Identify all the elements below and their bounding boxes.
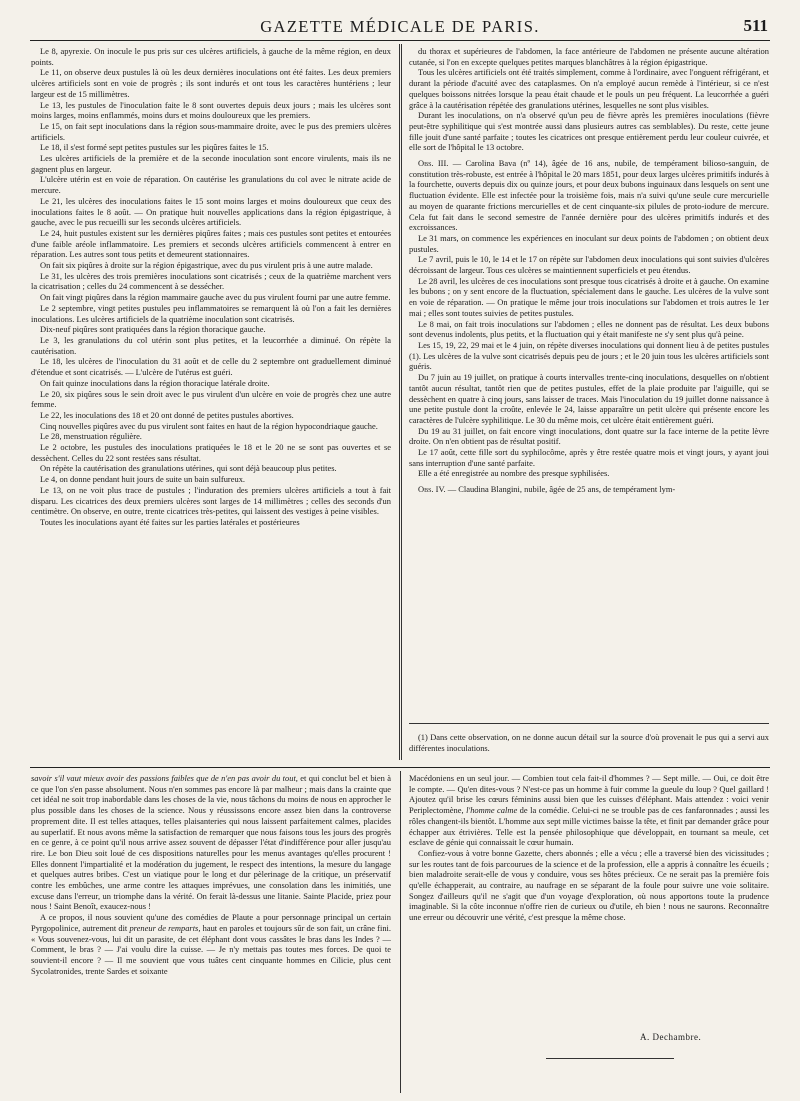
paragraph: Le 24, huit pustules existent sur les dernières piqûres faites ; mais ces pustules sont petites et entourées d'une faible aréole inflammatoire. Les premiers et seconds ulcères artificiels commencent à entrer en réparation. Les autres sont tous petits et demeurent stationnaires. <box>31 227 391 260</box>
footnote-text: (1) Dans cette observation, on ne donne aucun détail sur la source d'où provenait le pus qui a servi aux différentes inoculations. <box>409 733 769 753</box>
header-rule <box>30 40 770 41</box>
paragraph: Le 3, les granulations du col utérin sont plus petites, et la leucorrhée a diminué. On répète la cautérisation. <box>31 334 391 356</box>
paragraph: Le 28 avril, les ulcères de ces inoculations sont presque tous cicatrisés à droite et à gauche. On examine les bubons ; on y sent encore de la fluctuation, spécialement dans le gauche. Les ulcères de la vulve sont en voie de réparation. — On pratique le même jour trois inoculations sur l'abdomen et trois autres le 1er mai ; elles sont toutes suivies de petites pustules. <box>409 275 769 318</box>
paragraph: Le 17 août, cette fille sort du syphilocôme, après y être restée quatre mois et vingt jours, y ayant joui sans interruption d'une santé parfaite. <box>409 447 769 468</box>
text-span: et qui conclut bel et bien à ce que l'on s'en passe absolument. Nous n'en sommes pas encore là par malheur ; mais dans la crainte que cet idéal ne soit trop inabordable dans les choses de la vie, nous tâchons du moins de nous en approcher le plus possible dans les choses de la science. Nous y réussissons encore assez bien dans la controverse proprement dite. Il est telles attaques, telles plaisanteries qui nous laissent parfaitement calmes, placides au superlatif. Et nous avons même la satisfaction de remarquer que nous faisons tous les jours des progrès en ce genre, à ce point qu'il nous arrive assez souvent de dépasser l'état d'indifférence pour aller jusqu'au rire. Le bon Dieu soit loué de ces dispositions naturelles pour les menus avantages qu'elles procurent ! Elles donnent l'impartialité et la modération du jugement, le respect des intentions, la mesure du langage et quelques autres bribes. C'est un viatique pour le long et dur pèlerinage de la critique, un préservatif contre les embûches, une arme contre les attaques imprévues, une consolation dans les inimitiés, une excuse dans l'erreur, un triomphe dans la vérité. On ferait là-dessus une litanie. Sainte Placide, priez pour nous ! Saint Benoît, exaucez-nous ! <box>31 773 391 912</box>
paragraph: Le 7 avril, puis le 10, le 14 et le 17 on répète sur l'abdomen deux inoculations qui sont suivies d'ulcères décroissant de largeur. Tous ces ulcères se maintiennent superficiels et peu étendus. <box>409 254 769 276</box>
column-left-bottom <box>31 773 391 1093</box>
column-left-top <box>31 46 391 758</box>
paragraph: On fait six piqûres à droite sur la région épigastrique, avec du pus virulent pris à une autre malade. <box>40 260 373 271</box>
paragraph: Le 8, apyrexie. On inocule le pus pris sur ces ulcères artificiels, à gauche de la même région, en deux points. <box>31 46 391 67</box>
text-span: de la comédie. Celui-ci ne se trouble pas de ces fanfaronnades ; aussi les rôles changent-ils bientôt. L'homme aux sept mille victimes baisse la tête, et finit par demander grâce pour échapper aux étrivières. Telle est la pensée philosophique que développait, en tournant sa meule, cet esclave de génie qui connaissait le cœur humain. <box>409 805 769 848</box>
paragraph: Tous les ulcères artificiels ont été traités simplement, comme à l'ordinaire, avec l'onguent réfrigérant, et durant la période d'acuité avec des cataplasmes. On n'a employé aucun remède à l'intérieur, si ce n'est quelques boissons nitrées lorsque la peau était chaude et le pouls un peu fréquent. La leucorrhée a guéri grâce à la cautérisation répétée des granulations utérines, lesquelles ne sont plus visibles. <box>409 67 769 110</box>
paragraph: Le 8 mai, on fait trois inoculations sur l'abdomen ; elles ne donnent pas de résultat. Les deux bubons sont devenus indolents, plus petits, et la fluctuation qui y était manifeste ne s'y sent plus qu'à peine. <box>409 318 769 340</box>
paragraph: Du 7 juin au 19 juillet, on pratique à courts intervalles trente-cinq inoculations, desquelles on n'obtient tantôt aucun résultat, tantôt rien que de petites pustules, effet de la plaie produite par l'aiguille, qui se dessèchent en quatre à cinq jours, sans laisser de traces. Mais l'inoculation du 19 juillet donne naissance à une petite pustule dont la croûte, enlevée le 24, laisse apparaître un petit ulcère qui présente encore les caractères de l'ulcère syphilitique. Le 30 du même mois, cet ulcère était entièrement guéri. <box>409 372 769 425</box>
paragraph: Le 18, les ulcères de l'inoculation du 31 août et de celle du 2 septembre ont graduellement diminué d'étendue et sont cicatrisés. — L'ulcère de l'utérus est guéri. <box>31 356 391 378</box>
paragraph: Les ulcères artificiels de la première et de la seconde inoculation sont encore virulents, mais ils ne gagnent plus en largeur. <box>31 153 391 174</box>
text-span: haut en paroles et toujours sûr de son fait, un crâne fini. « Vous souvenez-vous, lui dit un parasite, de cet éléphant dont vous cassâtes le bras dans les Indes ? — Comment, le bras ? — J'ai voulu dire la cuisse. — Je n'y mettais pas toutes mes forces. De quoi te souvient-il encore ? — Il me souvient que vous tuâtes cent cinquante hommes en Cilicie, plus cent Sycolatronides, trente Sardes et soixante <box>31 922 391 976</box>
paragraph <box>409 773 769 848</box>
page-number: 511 <box>743 16 768 35</box>
paragraph: Le 2 octobre, les pustules des inoculations pratiquées le 18 et le 20 ne se sont pas ouvertes et se dessèchent. Celles du 22 sont restées sans résultat. <box>31 442 391 463</box>
paragraph: On fait vingt piqûres dans la région mammaire gauche avec du pus virulent fourni par une autre femme. <box>40 292 391 303</box>
column-separator <box>399 44 400 760</box>
column-right-top <box>409 46 769 712</box>
paragraph: Le 2 septembre, vingt petites pustules peu inflammatoires se remarquent là où l'on a fait les dernières inoculations. Les ulcères artificiels de la quatrième inoculation sont cicatrisés. <box>31 302 391 324</box>
paragraph: Les 15, 19, 22, 29 mai et le 4 juin, on répète diverses inoculations qui donnent lieu à de petites pustules (1). Les ulcères de la vulve sont cicatrisés depuis peu de jours ; et le 20 juin tous les ulcères artificiels sont guéris. <box>409 339 769 372</box>
paragraph: On répète la cautérisation des granulations utérines, qui sont déjà beaucoup plus petites. <box>40 463 337 474</box>
paragraph: Le 18, il s'est formé sept petites pustules sur les piqûres faites le 15. <box>40 142 269 153</box>
author-signature: A. Dechambre. <box>640 1032 702 1042</box>
paragraph: du thorax et supérieures de l'abdomen, la face antérieure de l'abdomen ne présente aucune altération cutanée, si l'on en excepte quelques petites marques blanchâtres à la région épigastrique. <box>409 46 769 67</box>
paragraph: Durant les inoculations, on n'a observé qu'un peu de fièvre après les premières inoculations (fièvre peut-être syphilitique qui s'est montrée aussi dans plusieurs autres cas semblables). Du reste, cette jeune fille jouit d'une santé parfaite ; toutes les cicatrices ont presque entièrement perdu leur couleur cuivrée, et elle sort de l'hôpital le 13 octobre. <box>409 110 769 153</box>
footnote <box>409 733 769 754</box>
paragraph: Le 20, six piqûres sous le sein droit avec le pus virulent d'un ulcère en voie de progrès chez une autre femme. <box>31 388 391 410</box>
patient-name: Carolina Bava (nº 14) <box>465 158 546 169</box>
paragraph <box>31 773 391 912</box>
paragraph: Cinq nouvelles piqûres avec du pus virulent sont faites en haut de la région hypocondriaque gauche. <box>40 420 378 431</box>
column-separator <box>400 771 401 1093</box>
paragraph <box>31 912 391 976</box>
obs-label: Obs. III. <box>418 158 449 169</box>
end-rule <box>546 1058 674 1059</box>
obs-text: , âgée de 16 ans, nubile, de tempérament bilioso-sanguin, de constitution très-robuste, est entrée à l'hôpital le 20 mars 1851, pour deux larges ulcères primitifs indurés à la fourchette, ouverts depuis dix ou quinze jours, et pour deux bubons inguinaux dans lesquels on sent une fluctuation évidente. Elle est infectée pour la troisième fois, mais n'a suivi qu'une seule cure mercurielle au moyen de quarante frictions mercurielles et de cent cinquante-six pilules de proto-iodure de mercure. Cela fut fait dans le second semestre de l'année dernière pour des ulcères primitifs indurés et des excroissances. <box>409 158 769 233</box>
text-span: Macédoniens en un seul jour. — Combien tout cela fait-il d'hommes ? — Sept mille. — Oui, ce doit être le compte. — Qu'en dites-vous ? N'est-ce pas un homme à fuir comme la gueule du loup ? Quel gaillard ! Ajoutez qu'il brise les cœurs féminins aussi bien que les cuisses d'éléphant. Mais attendez : voici venir Periplectomène, <box>409 773 769 816</box>
paragraph: On fait quinze inoculations dans la région thoracique latérale droite. <box>40 377 270 388</box>
paragraph: Le 31 mars, on commence les expériences en inoculant sur deux points de l'abdomen ; on obtient deux pustules. <box>409 232 769 254</box>
footnote-rule <box>409 723 769 724</box>
journal-title: GAZETTE MÉDICALE DE PARIS. <box>260 17 540 36</box>
paragraph: Le 13, les pustules de l'inoculation faite le 8 sont ouvertes depuis deux jours ; mais les ulcères sont moins larges, moins enflammés, moins durs et moins douloureux que les premiers. <box>31 99 391 121</box>
paragraph: Confiez-vous à votre bonne Gazette, chers abonnés ; elle a vécu ; elle a traversé bien des vicissitudes ; sur les routes tant de fois parcourues de la science et de la profession, elle a appris à connaître les écueils ; bien maladroite serait-elle de vous y conduire, vous ses hôtes précieux. Ce ne serait pas la première fois qu'elle échapperait, au contraire, au naufrage en se séparant de la foule pour suivre une voie solitaire. Songez d'ailleurs qu'il ne s'agit que d'un voyage d'exploration, où nous apportons toute la prudence imaginable. Si la côte inconnue n'offre rien de curieux ou d'utile, eh bien ! nous ne saurons. Reconnaître une erreur ou découvrir une vérité, c'est presque la même chose. <box>409 847 769 923</box>
column-right-bottom <box>409 773 769 1028</box>
paragraph: Le 28, menstruation régulière. <box>40 431 142 442</box>
paragraph: L'ulcère utérin est en voie de réparation. On cautérise les granulations du col avec le nitrate acide de mercure. <box>31 174 391 196</box>
paragraph: Toutes les inoculations ayant été faites sur les parties latérales et postérieures <box>40 516 300 527</box>
italic-phrase: l'homme calme <box>466 805 518 816</box>
paragraph: Le 15, on fait sept inoculations dans la région sous-mammaire droite, avec le pus des premiers ulcères artificiels. <box>31 120 391 142</box>
patient-name: Claudina Blangini <box>458 484 520 495</box>
paragraph: Le 21, les ulcères des inoculations faites le 15 sont moins larges et moins douloureux que ceux des inoculations faites le 8 août. — On pratique huit nouvelles applications dans la région épigastrique, à gauche, avec le pus recueilli sur les seconds ulcères artificiels. <box>31 195 391 228</box>
paragraph: Dix-neuf piqûres sont pratiquées dans la région thoracique gauche. <box>40 324 266 335</box>
text-span: A ce propos, il nous souvient qu'une des comédies de Plaute a pour personnage principal un certain Pyrgopolinice, autrement dit <box>31 912 391 933</box>
obs-label: Obs. IV. <box>418 484 446 495</box>
paragraph: Le 11, on observe deux pustules là où les deux dernières inoculations ont été faites. Les deux premiers ulcères artificiels sont en voie de progrès ; ils sont indurés et ont tous les caractères huntériens ; leur largeur est de 15 millimètres. <box>31 67 391 99</box>
column-separator <box>401 44 402 760</box>
italic-phrase: savoir s'il vaut mieux avoir des passions faibles que de n'en pas avoir du tout, <box>31 773 298 783</box>
paragraph: Le 4, on donne pendant huit jours de suite un bain sulfureux. <box>40 474 246 485</box>
italic-phrase: preneur de remparts, <box>129 922 201 933</box>
page-header <box>30 14 770 40</box>
paragraph: Du 19 au 31 juillet, on fait encore vingt inoculations, dont quatre sur la face interne de la petite lèvre droite. On n'en obtient pas de résultat positif. <box>409 425 769 447</box>
observation-3: Obs. III. — Carolina Bava (nº 14), âgée de 16 ans, nubile, de tempérament bilioso-sanguin, de constitution très-robuste, est entrée à l'hôpital le 20 mars 1851, pour deux larges ulcères primitifs indurés à la fourchette, ouverts depuis dix ou quinze jours, et pour deux bubons inguinaux dans lesquels on sent une fluctuation évidente. Elle est infectée pour la troisième fois, mais n'a suivi qu'une seule cure mercurielle au moyen de quarante frictions mercurielles et de cent cinquante-six pilules de proto-iodure de mercure. Cela fut fait dans le second semestre de l'année dernière pour des ulcères primitifs indurés et des excroissances. <box>409 158 769 233</box>
paragraph: Le 13, on ne voit plus trace de pustules ; l'induration des premiers ulcères artificiels a tout à fait disparu. Les cicatrices des deux premiers ulcères sont larges de 14 millimètres ; celles des seconds d'un centimètre. On observe, en outre, trente cicatrices très-petites, qui laissent des vestiges à peine visibles. <box>31 484 391 517</box>
section-rule <box>30 767 770 768</box>
observation-4: Obs. IV. — Claudina Blangini, nubile, âgée de 25 ans, de tempérament lym- <box>418 484 676 495</box>
paragraph: Le 22, les inoculations des 18 et 20 ont donné de petites pustules abortives. <box>40 409 294 420</box>
paragraph: Le 31, les ulcères des trois premières inoculations sont cicatrisés ; ceux de la quatrième marchent vers la cicatrisation ; celles du 24 commencent à se dessécher. <box>31 270 391 292</box>
obs-text: , nubile, âgée de 25 ans, de tempérament lym- <box>519 484 676 495</box>
paragraph: Elle a été enregistrée au nombre des presque syphilisées. <box>418 468 610 479</box>
